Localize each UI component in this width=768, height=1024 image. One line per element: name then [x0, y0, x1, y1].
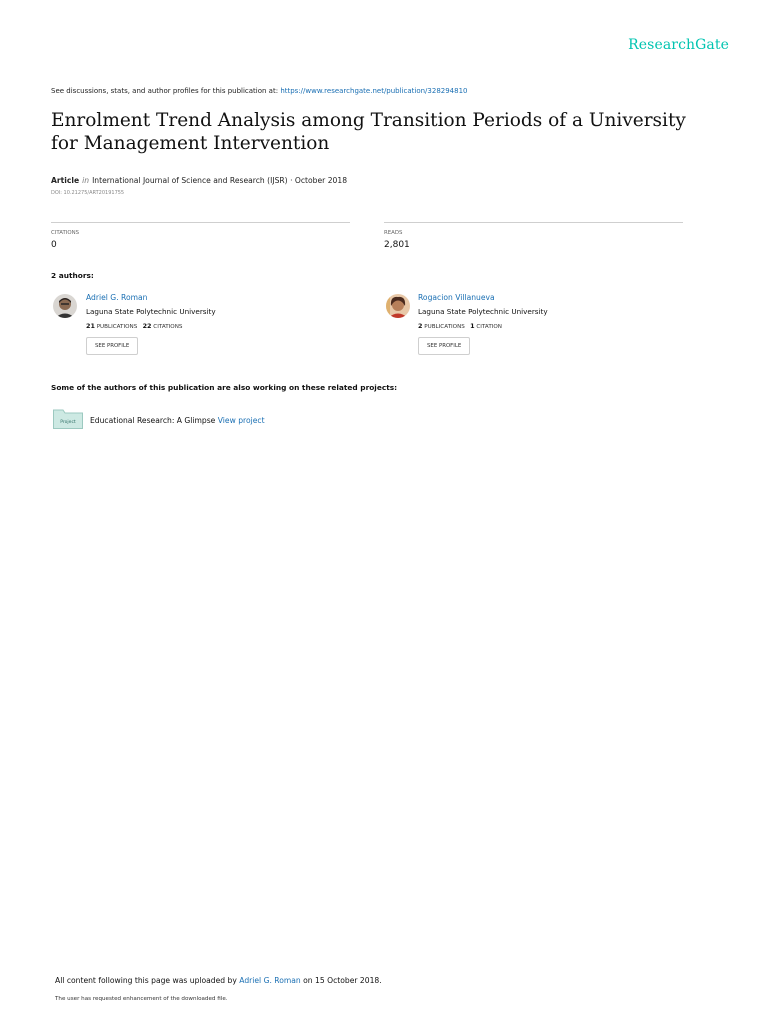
in-word: in — [82, 176, 90, 185]
footer-suffix: on 15 October 2018. — [303, 976, 382, 985]
author-affiliation: Laguna State Polytechnic University — [418, 307, 548, 316]
author-affiliation: Laguna State Polytechnic University — [86, 307, 216, 316]
reads-label: READS — [384, 230, 403, 236]
footer-prefix: All content following this page was uploaded by — [55, 976, 237, 985]
author-name-link[interactable]: Rogacion Villanueva — [418, 293, 495, 302]
see-discussions-line — [51, 87, 468, 95]
citations-count: 1 — [470, 322, 475, 330]
publication-meta — [51, 176, 347, 185]
reads-value: 2,801 — [384, 240, 410, 250]
project-icon-label: Project — [60, 420, 76, 425]
researchgate-logo[interactable]: ResearchGate — [628, 37, 729, 53]
see-profile-button[interactable]: SEE PROFILE — [86, 337, 138, 355]
citations-count: 22 — [142, 322, 152, 330]
related-projects-heading: Some of the authors of this publication are also working on these related projects: — [51, 383, 398, 392]
publication-type: Article — [51, 176, 80, 185]
publications-count: 21 — [86, 322, 95, 330]
publication-title: Enrolment Trend Analysis among Transition Periods of a University for Management Intervention — [51, 110, 686, 154]
citations-value: 0 — [51, 240, 57, 250]
project-name: Educational Research: A Glimpse — [90, 416, 216, 425]
view-project-link[interactable]: View project — [217, 416, 265, 425]
publications-count: 2 — [418, 322, 423, 330]
author-name-link[interactable]: Adriel G. Roman — [86, 293, 148, 302]
uploader-link[interactable]: Adriel G. Roman — [239, 976, 301, 985]
project-row — [90, 416, 265, 425]
author-avatar[interactable] — [53, 294, 77, 318]
citations-label: CITATIONS — [153, 324, 183, 330]
divider-right — [384, 222, 683, 223]
see-profile-button[interactable]: SEE PROFILE — [418, 337, 470, 355]
author-stats — [418, 322, 502, 330]
divider-left — [51, 222, 350, 223]
citations-label: CITATIONS — [51, 230, 80, 236]
author-stats — [86, 322, 182, 330]
publications-label: PUBLICATIONS — [424, 324, 465, 330]
author-avatar[interactable] — [386, 294, 410, 318]
doi: DOI: 10.21275/ART20191755 — [51, 190, 125, 196]
enhancement-note: The user has requested enhancement of the downloaded file. — [55, 996, 228, 1002]
publications-label: PUBLICATIONS — [96, 324, 138, 330]
venue-date: International Journal of Science and Research (IJSR) · October 2018 — [92, 176, 348, 185]
authors-heading: 2 authors: — [51, 271, 94, 280]
citations-label: CITATION — [476, 324, 502, 330]
see-discussions-text: See discussions, stats, and author profiles for this publication at: — [51, 87, 279, 95]
project-folder-icon — [53, 409, 83, 429]
upload-footer — [55, 976, 382, 985]
publication-url-link[interactable]: https://www.researchgate.net/publication/328294810 — [280, 87, 468, 95]
